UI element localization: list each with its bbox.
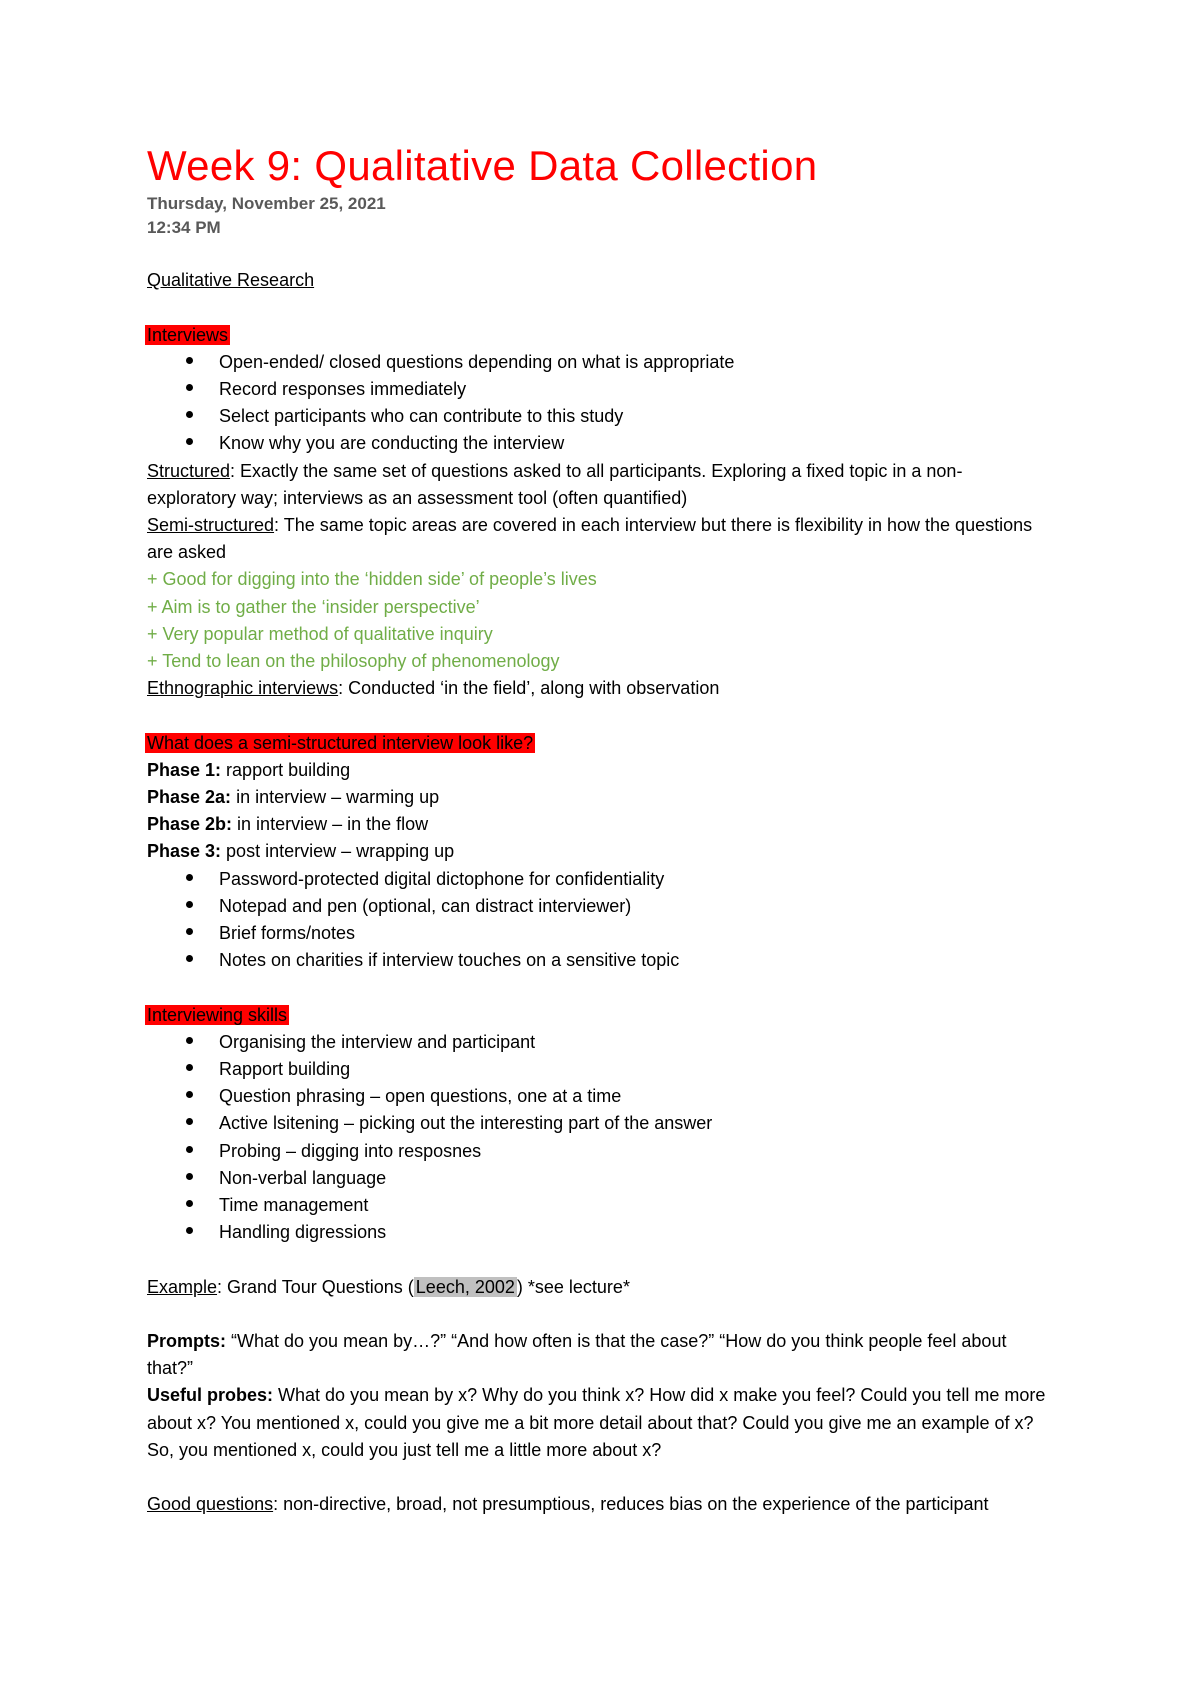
list-item: Know why you are conducting the interview: [147, 430, 1047, 457]
list-item: Organising the interview and participant: [147, 1029, 1047, 1056]
prompts-label: Prompts:: [147, 1331, 227, 1352]
phase-line: Phase 1: rapport building: [147, 759, 351, 780]
good-questions-paragraph: Good questions: non-directive, broad, not presumptious, reduces bias on the experience of the participant: [147, 1494, 989, 1515]
interviews-list: [147, 349, 1047, 458]
note-page: [147, 140, 1047, 1518]
skills-heading: Interviewing skills: [147, 1004, 288, 1025]
note-body: [147, 240, 1047, 1518]
list-item: Brief forms/notes: [147, 920, 1047, 947]
structured-definition: Structured: Exactly the same set of questions asked to all participants. Exploring a fixed topic in a non-exploratory way; interviews as an assessment tool (often quantified): [147, 460, 963, 508]
probes-paragraph: Useful probes: What do you mean by x? Why do you think x? How did x make you feel? Could you tell me more about x? You mentioned x, could you give me a bit more detail about that? Could you give me an example of x? So, you mentioned x, could you just tell me a little more about x?: [147, 1385, 1046, 1460]
example-line: Example: Grand Tour Questions ( Leech, 2002 ) *see lecture*: [147, 1276, 630, 1297]
ethnographic-label: Ethnographic interviews: [147, 678, 339, 699]
skills-list: [147, 1029, 1047, 1247]
good-questions-label: Good questions: [147, 1494, 274, 1515]
interviews-heading: Interviews: [147, 324, 229, 345]
phase-line: Phase 2a: in interview – warming up: [147, 787, 440, 808]
plus-point: + Good for digging into the ‘hidden side’ of people’s lives: [147, 569, 597, 590]
note-date: Thursday, November 25, 2021: [147, 194, 386, 213]
structured-label: Structured: [147, 460, 231, 481]
phase-line: Phase 2b: in interview – in the flow: [147, 814, 429, 835]
list-item: Open-ended/ closed questions depending on what is appropriate: [147, 349, 1047, 376]
list-item: Record responses immediately: [147, 376, 1047, 403]
page-title: Week 9: Qualitative Data Collection: [147, 142, 818, 189]
list-item: Non-verbal language: [147, 1165, 1047, 1192]
plus-point: + Tend to lean on the philosophy of phenomenology: [147, 651, 560, 672]
section-title: Qualitative Research: [147, 270, 315, 291]
semi-structured-definition: Semi-structured: The same topic areas are covered in each interview but there is flexibility in how the questions are asked: [147, 515, 1033, 563]
prompts-paragraph: Prompts: “What do you mean by…?” “And how often is that the case?” “How do you think people feel about that?”: [147, 1331, 1007, 1379]
list-item: Password-protected digital dictophone for confidentiality: [147, 866, 1047, 893]
note-time: 12:34 PM: [147, 218, 221, 237]
equipment-list: [147, 866, 1047, 975]
plus-point: + Aim is to gather the ‘insider perspective’: [147, 596, 480, 617]
probes-label: Useful probes:: [147, 1385, 274, 1406]
plus-point: + Very popular method of qualitative inquiry: [147, 623, 493, 644]
semi-structured-label: Semi-structured: [147, 515, 275, 535]
list-item: Rapport building: [147, 1056, 1047, 1083]
list-item: Active lsitening – picking out the interesting part of the answer: [147, 1110, 1047, 1137]
semi-structured-heading: What does a semi-structured interview look like?: [147, 732, 534, 753]
list-item: Handling digressions: [147, 1219, 1047, 1246]
list-item: Notepad and pen (optional, can distract interviewer): [147, 893, 1047, 920]
list-item: Select participants who can contribute to this study: [147, 403, 1047, 430]
list-item: Notes on charities if interview touches on a sensitive topic: [147, 947, 1047, 974]
list-item: Probing – digging into resposnes: [147, 1138, 1047, 1165]
citation: Leech, 2002: [415, 1276, 515, 1297]
list-item: Time management: [147, 1192, 1047, 1219]
example-label: Example: [147, 1276, 218, 1297]
phase-line: Phase 3: post interview – wrapping up: [147, 841, 455, 862]
list-item: Question phrasing – open questions, one at a time: [147, 1083, 1047, 1110]
ethnographic-definition: Ethnographic interviews: Conducted ‘in the field’, along with observation: [147, 678, 720, 699]
